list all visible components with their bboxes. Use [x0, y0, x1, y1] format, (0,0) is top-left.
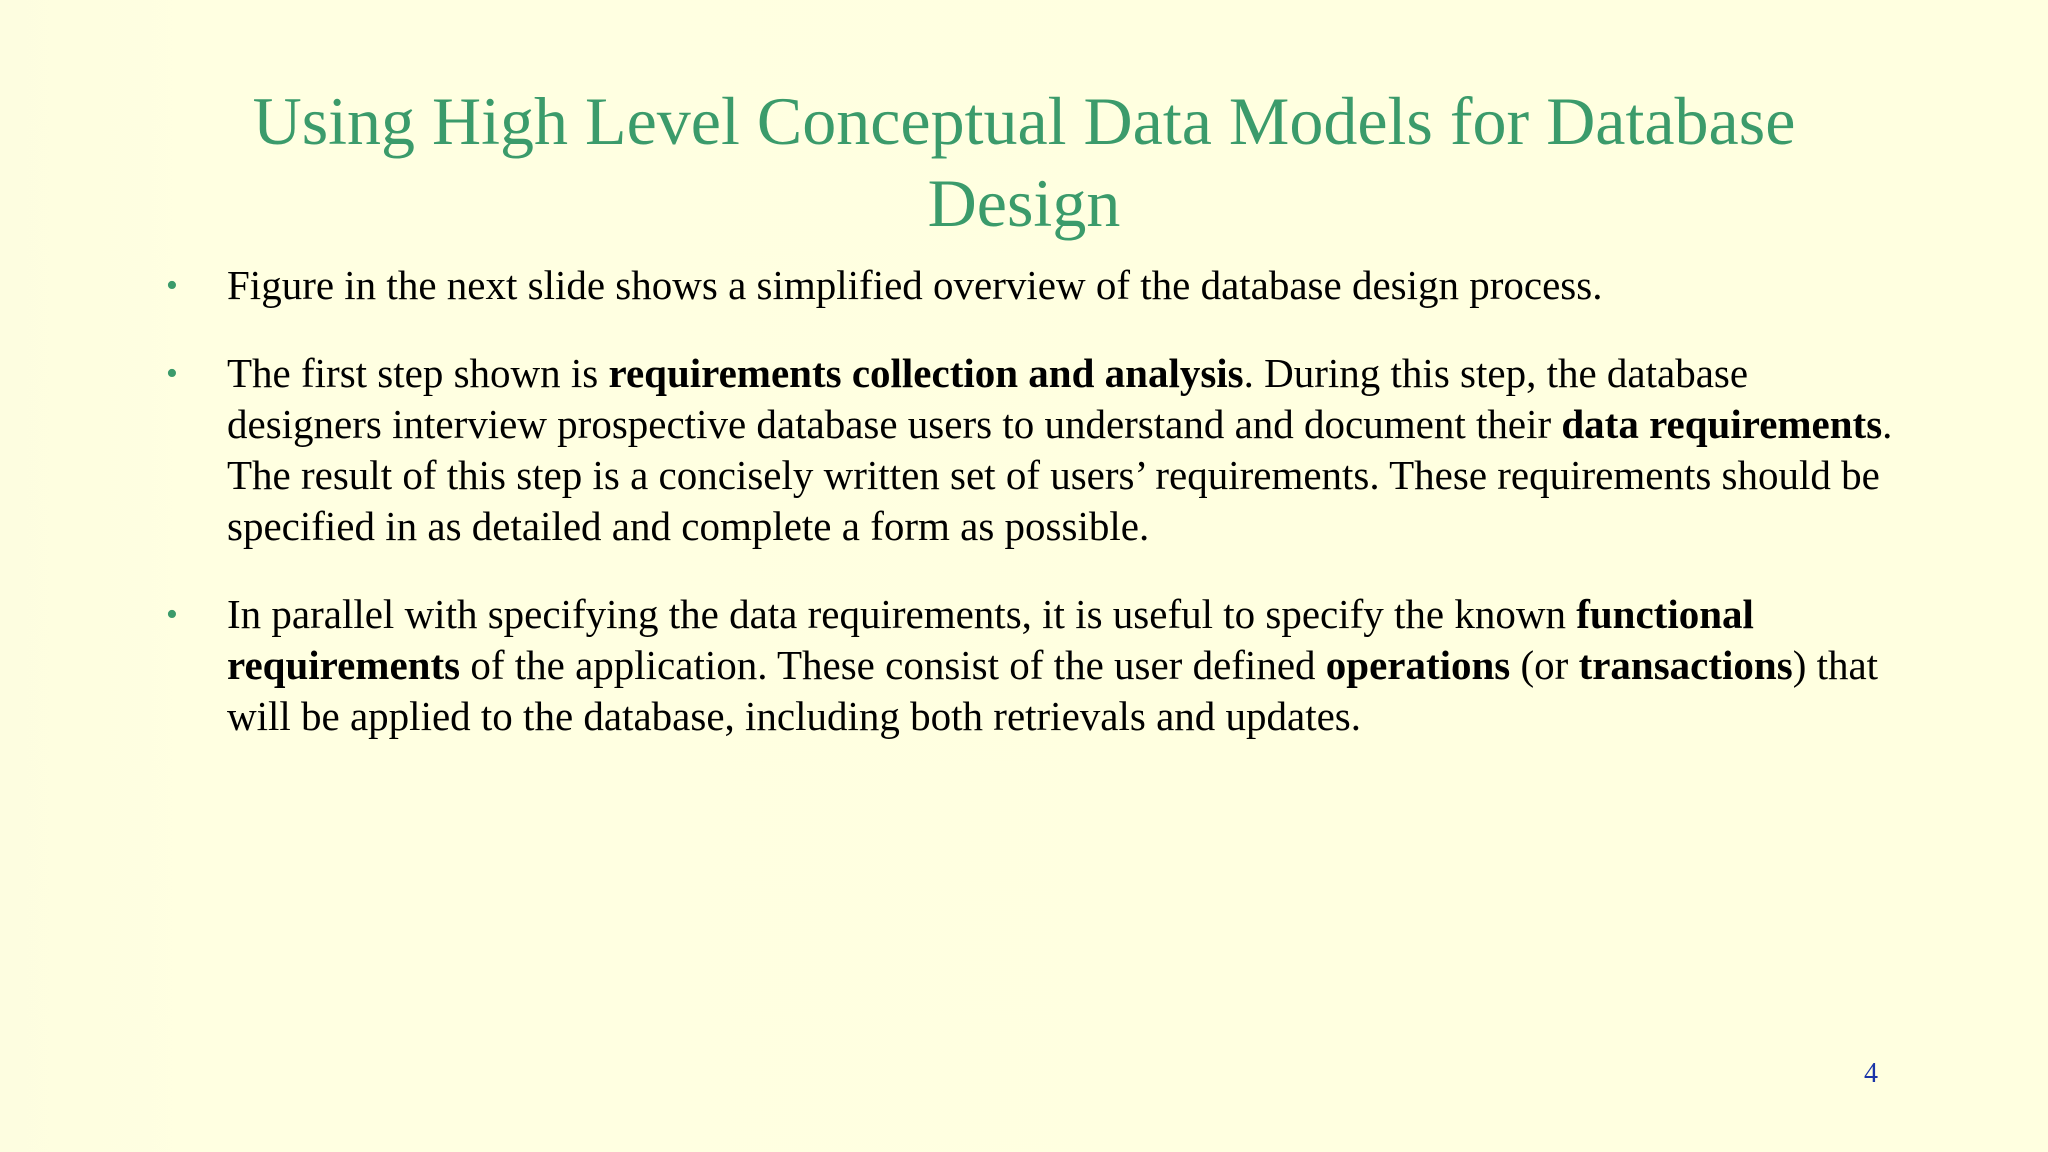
- bold-term: requirements collection and analysis: [608, 350, 1244, 396]
- text-segment: In parallel with specifying the data requirements, it is useful to specify the known: [227, 591, 1577, 637]
- text-segment: The first step shown is: [227, 350, 609, 396]
- text-segment: of the application. These consist of the user defined: [460, 642, 1326, 688]
- bullet-item: [160, 260, 1900, 311]
- bold-term: functional requirements: [227, 591, 1754, 688]
- text-segment: . The result of this step is a concisely written set of users’ requirements. These requirements should be specified in as detailed and complete a form as possible.: [227, 401, 1893, 549]
- page-number: 4: [1864, 1058, 1878, 1089]
- slide-title: Using High Level Conceptual Data Models for Database Design: [252, 83, 1796, 241]
- text-segment: (or: [1510, 642, 1579, 688]
- bullet-dot-icon: •: [166, 596, 178, 633]
- text-segment: ) that will be applied to the database, including both retrievals and updates.: [227, 642, 1879, 739]
- bullet-dot-icon: •: [166, 355, 178, 392]
- bullet-text: [227, 591, 1878, 739]
- bold-term: transactions: [1578, 642, 1793, 688]
- bullet-item: [160, 348, 1900, 552]
- bold-term: data requirements: [1561, 401, 1883, 447]
- bullet-dot-icon: •: [166, 267, 178, 304]
- text-segment: . During this step, the database designers interview prospective database users to understand and document their: [227, 350, 1749, 447]
- bullet-text: [227, 262, 1602, 308]
- bullet-text: [227, 350, 1892, 549]
- text-segment: Figure in the next slide shows a simplified overview of the database design process.: [227, 262, 1603, 308]
- bold-term: operations: [1325, 642, 1511, 688]
- bullet-list: [160, 260, 1900, 779]
- bullet-item: [160, 589, 1900, 742]
